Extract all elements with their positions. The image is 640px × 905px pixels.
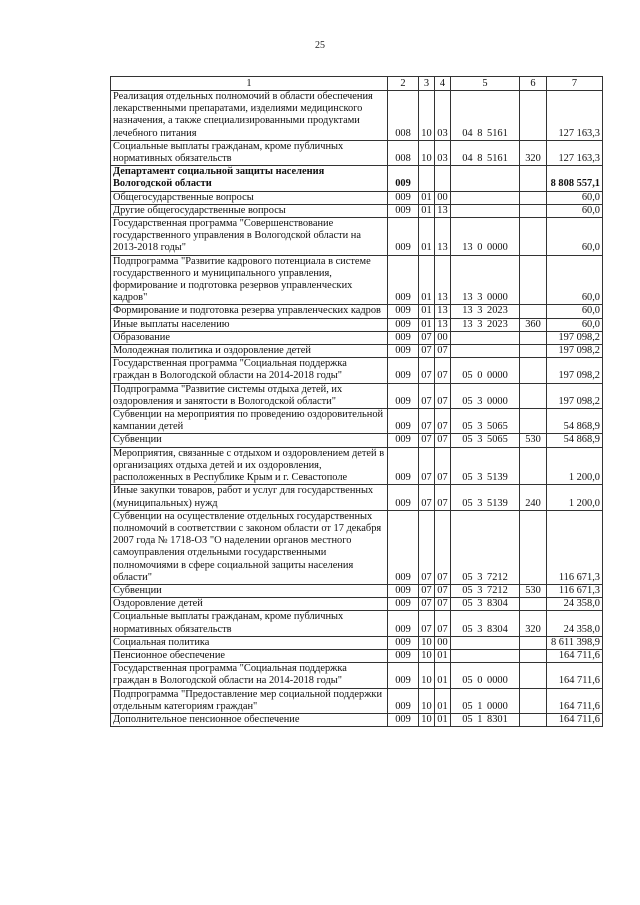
target-article-code-cell bbox=[451, 331, 520, 344]
section-code-cell: 10 bbox=[419, 140, 435, 165]
target-article-code-cell bbox=[451, 345, 520, 358]
amount-cell: 24 358,0 bbox=[547, 598, 603, 611]
table-row bbox=[111, 584, 603, 597]
item-name-cell: Субвенции bbox=[111, 584, 388, 597]
expense-type-code-cell: 240 bbox=[520, 485, 547, 510]
target-article-code-cell: 04 8 5161 bbox=[451, 140, 520, 165]
amount-cell: 127 163,3 bbox=[547, 140, 603, 165]
table-row bbox=[111, 636, 603, 649]
section-code-cell: 07 bbox=[419, 598, 435, 611]
section-code-cell: 10 bbox=[419, 713, 435, 726]
target-article-code-cell: 05 3 5065 bbox=[451, 434, 520, 447]
ministry-code-cell: 009 bbox=[388, 663, 419, 688]
section-code-cell: 01 bbox=[419, 255, 435, 305]
target-article-code-cell bbox=[451, 649, 520, 662]
item-name-cell: Социальные выплаты гражданам, кроме публичных нормативных обязательств bbox=[111, 140, 388, 165]
table-row bbox=[111, 331, 603, 344]
ministry-code-cell: 008 bbox=[388, 91, 419, 141]
subsection-code-cell: 07 bbox=[435, 434, 451, 447]
amount-cell: 164 711,6 bbox=[547, 688, 603, 713]
item-name-cell: Государственная программа "Совершенствование государственного управления в Вологодской области на 2013-2018 годы" bbox=[111, 218, 388, 256]
section-code-cell: 01 bbox=[419, 204, 435, 217]
amount-cell: 116 671,3 bbox=[547, 510, 603, 584]
subsection-code-cell: 01 bbox=[435, 663, 451, 688]
table-body bbox=[111, 91, 603, 727]
table-header bbox=[111, 77, 603, 91]
amount-cell: 127 163,3 bbox=[547, 91, 603, 141]
target-article-code-cell bbox=[451, 166, 520, 191]
item-name-cell: Другие общегосударственные вопросы bbox=[111, 204, 388, 217]
target-article-code-cell: 05 3 8304 bbox=[451, 598, 520, 611]
item-name-cell: Социальные выплаты гражданам, кроме публичных нормативных обязательств bbox=[111, 611, 388, 636]
subsection-code-cell: 01 bbox=[435, 713, 451, 726]
amount-cell: 197 098,2 bbox=[547, 331, 603, 344]
amount-cell: 197 098,2 bbox=[547, 345, 603, 358]
item-name-cell: Подпрограмма "Развитие системы отдыха детей, их оздоровления и занятости в Вологодской области" bbox=[111, 383, 388, 408]
ministry-code-cell: 009 bbox=[388, 636, 419, 649]
amount-cell: 60,0 bbox=[547, 255, 603, 305]
section-code-cell: 07 bbox=[419, 345, 435, 358]
target-article-code-cell: 05 1 8301 bbox=[451, 713, 520, 726]
subsection-code-cell: 13 bbox=[435, 255, 451, 305]
ministry-code-cell: 009 bbox=[388, 434, 419, 447]
amount-cell: 164 711,6 bbox=[547, 713, 603, 726]
section-code-cell bbox=[419, 166, 435, 191]
table-row bbox=[111, 255, 603, 305]
amount-cell: 60,0 bbox=[547, 191, 603, 204]
item-name-cell: Общегосударственные вопросы bbox=[111, 191, 388, 204]
subsection-code-cell bbox=[435, 166, 451, 191]
item-name-cell: Государственная программа "Социальная поддержка граждан в Вологодской области на 2014-2018 годы" bbox=[111, 358, 388, 383]
section-code-cell: 07 bbox=[419, 383, 435, 408]
expense-type-code-cell: 320 bbox=[520, 140, 547, 165]
amount-cell: 164 711,6 bbox=[547, 649, 603, 662]
ministry-code-cell: 009 bbox=[388, 611, 419, 636]
expense-type-code-cell bbox=[520, 166, 547, 191]
amount-cell: 60,0 bbox=[547, 318, 603, 331]
amount-cell: 8 611 398,9 bbox=[547, 636, 603, 649]
ministry-code-cell: 009 bbox=[388, 447, 419, 485]
section-code-cell: 01 bbox=[419, 318, 435, 331]
header-row bbox=[111, 77, 603, 91]
table-row bbox=[111, 485, 603, 510]
item-name-cell: Субвенции bbox=[111, 434, 388, 447]
section-code-cell: 07 bbox=[419, 447, 435, 485]
section-code-cell: 10 bbox=[419, 663, 435, 688]
item-name-cell: Иные выплаты населению bbox=[111, 318, 388, 331]
section-code-cell: 07 bbox=[419, 434, 435, 447]
target-article-code-cell: 05 3 5065 bbox=[451, 409, 520, 434]
table-row bbox=[111, 383, 603, 408]
target-article-code-cell: 05 3 7212 bbox=[451, 510, 520, 584]
table-row bbox=[111, 409, 603, 434]
ministry-code-cell: 009 bbox=[388, 318, 419, 331]
table-row bbox=[111, 166, 603, 191]
expense-type-code-cell bbox=[520, 305, 547, 318]
amount-cell: 60,0 bbox=[547, 218, 603, 256]
item-name-cell: Формирование и подготовка резерва управленческих кадров bbox=[111, 305, 388, 318]
item-name-cell: Субвенции на осуществление отдельных государственных полномочий в соответствии с законом области от 17 декабря 2007 года № 1718-ОЗ "О наделении органов местного самоуправления отдельными государственными полномочиями в сфере социальной защиты населения области" bbox=[111, 510, 388, 584]
expense-type-code-cell bbox=[520, 447, 547, 485]
section-code-cell: 10 bbox=[419, 688, 435, 713]
subsection-code-cell: 07 bbox=[435, 383, 451, 408]
subsection-code-cell: 13 bbox=[435, 218, 451, 256]
item-name-cell: Оздоровление детей bbox=[111, 598, 388, 611]
table-row bbox=[111, 510, 603, 584]
target-article-code-cell: 05 0 0000 bbox=[451, 358, 520, 383]
expense-type-code-cell bbox=[520, 383, 547, 408]
target-article-code-cell: 13 3 2023 bbox=[451, 305, 520, 318]
table-row bbox=[111, 318, 603, 331]
section-code-cell: 07 bbox=[419, 584, 435, 597]
table-row bbox=[111, 649, 603, 662]
ministry-code-cell: 009 bbox=[388, 584, 419, 597]
ministry-code-cell: 009 bbox=[388, 688, 419, 713]
section-code-cell: 07 bbox=[419, 331, 435, 344]
expense-type-code-cell: 320 bbox=[520, 611, 547, 636]
table-row bbox=[111, 305, 603, 318]
amount-cell: 60,0 bbox=[547, 204, 603, 217]
table-row bbox=[111, 204, 603, 217]
amount-cell: 54 868,9 bbox=[547, 409, 603, 434]
ministry-code-cell: 009 bbox=[388, 409, 419, 434]
amount-cell: 60,0 bbox=[547, 305, 603, 318]
ministry-code-cell: 009 bbox=[388, 191, 419, 204]
target-article-code-cell: 05 3 7212 bbox=[451, 584, 520, 597]
subsection-code-cell: 07 bbox=[435, 409, 451, 434]
expense-type-code-cell: 530 bbox=[520, 584, 547, 597]
target-article-code-cell bbox=[451, 636, 520, 649]
column-header: 6 bbox=[520, 77, 547, 91]
expense-type-code-cell bbox=[520, 91, 547, 141]
ministry-code-cell: 009 bbox=[388, 255, 419, 305]
table-row bbox=[111, 191, 603, 204]
section-code-cell: 10 bbox=[419, 649, 435, 662]
amount-cell: 8 808 557,1 bbox=[547, 166, 603, 191]
amount-cell: 1 200,0 bbox=[547, 447, 603, 485]
subsection-code-cell: 13 bbox=[435, 318, 451, 331]
item-name-cell: Иные закупки товаров, работ и услуг для государственных (муниципальных) нужд bbox=[111, 485, 388, 510]
section-code-cell: 07 bbox=[419, 358, 435, 383]
ministry-code-cell: 009 bbox=[388, 510, 419, 584]
table-row bbox=[111, 447, 603, 485]
section-code-cell: 10 bbox=[419, 91, 435, 141]
expense-type-code-cell bbox=[520, 409, 547, 434]
table-row bbox=[111, 434, 603, 447]
item-name-cell: Пенсионное обеспечение bbox=[111, 649, 388, 662]
subsection-code-cell: 07 bbox=[435, 485, 451, 510]
amount-cell: 116 671,3 bbox=[547, 584, 603, 597]
table-row bbox=[111, 663, 603, 688]
section-code-cell: 01 bbox=[419, 305, 435, 318]
subsection-code-cell: 00 bbox=[435, 636, 451, 649]
ministry-code-cell: 009 bbox=[388, 598, 419, 611]
expense-type-code-cell bbox=[520, 636, 547, 649]
amount-cell: 197 098,2 bbox=[547, 358, 603, 383]
expense-type-code-cell: 530 bbox=[520, 434, 547, 447]
subsection-code-cell: 00 bbox=[435, 331, 451, 344]
target-article-code-cell bbox=[451, 191, 520, 204]
target-article-code-cell: 05 3 5139 bbox=[451, 485, 520, 510]
expense-type-code-cell bbox=[520, 649, 547, 662]
expense-type-code-cell bbox=[520, 510, 547, 584]
item-name-cell: Департамент социальной защиты населения Вологодской области bbox=[111, 166, 388, 191]
ministry-code-cell: 009 bbox=[388, 218, 419, 256]
subsection-code-cell: 07 bbox=[435, 345, 451, 358]
expense-type-code-cell bbox=[520, 358, 547, 383]
expense-type-code-cell bbox=[520, 598, 547, 611]
budget-table bbox=[110, 76, 603, 727]
expense-type-code-cell bbox=[520, 688, 547, 713]
table-row bbox=[111, 345, 603, 358]
ministry-code-cell: 009 bbox=[388, 713, 419, 726]
subsection-code-cell: 01 bbox=[435, 649, 451, 662]
table-row bbox=[111, 140, 603, 165]
subsection-code-cell: 01 bbox=[435, 688, 451, 713]
amount-cell: 24 358,0 bbox=[547, 611, 603, 636]
item-name-cell: Социальная политика bbox=[111, 636, 388, 649]
ministry-code-cell: 009 bbox=[388, 305, 419, 318]
amount-cell: 164 711,6 bbox=[547, 663, 603, 688]
subsection-code-cell: 07 bbox=[435, 584, 451, 597]
section-code-cell: 01 bbox=[419, 218, 435, 256]
subsection-code-cell: 13 bbox=[435, 305, 451, 318]
section-code-cell: 07 bbox=[419, 409, 435, 434]
target-article-code-cell: 05 3 0000 bbox=[451, 383, 520, 408]
target-article-code-cell: 04 8 5161 bbox=[451, 91, 520, 141]
section-code-cell: 01 bbox=[419, 191, 435, 204]
subsection-code-cell: 03 bbox=[435, 91, 451, 141]
table-row bbox=[111, 688, 603, 713]
section-code-cell: 07 bbox=[419, 485, 435, 510]
column-header: 7 bbox=[547, 77, 603, 91]
page-number: 25 bbox=[315, 40, 325, 51]
ministry-code-cell: 009 bbox=[388, 383, 419, 408]
table-row bbox=[111, 358, 603, 383]
target-article-code-cell bbox=[451, 204, 520, 217]
subsection-code-cell: 07 bbox=[435, 358, 451, 383]
table-row bbox=[111, 713, 603, 726]
subsection-code-cell: 00 bbox=[435, 191, 451, 204]
amount-cell: 54 868,9 bbox=[547, 434, 603, 447]
expense-type-code-cell bbox=[520, 191, 547, 204]
subsection-code-cell: 07 bbox=[435, 510, 451, 584]
item-name-cell: Дополнительное пенсионное обеспечение bbox=[111, 713, 388, 726]
target-article-code-cell: 13 0 0000 bbox=[451, 218, 520, 256]
item-name-cell: Образование bbox=[111, 331, 388, 344]
target-article-code-cell: 13 3 2023 bbox=[451, 318, 520, 331]
column-header: 3 bbox=[419, 77, 435, 91]
ministry-code-cell: 009 bbox=[388, 485, 419, 510]
expense-type-code-cell bbox=[520, 713, 547, 726]
target-article-code-cell: 05 1 0000 bbox=[451, 688, 520, 713]
item-name-cell: Реализация отдельных полномочий в области обеспечения лекарственными препаратами, изделиями медицинского назначения, а также специализированными продуктами лечебного питания bbox=[111, 91, 388, 141]
expense-type-code-cell bbox=[520, 331, 547, 344]
expense-type-code-cell bbox=[520, 345, 547, 358]
target-article-code-cell: 05 3 8304 bbox=[451, 611, 520, 636]
section-code-cell: 10 bbox=[419, 636, 435, 649]
target-article-code-cell: 05 0 0000 bbox=[451, 663, 520, 688]
item-name-cell: Государственная программа "Социальная поддержка граждан в Вологодской области на 2014-2018 годы" bbox=[111, 663, 388, 688]
section-code-cell: 07 bbox=[419, 611, 435, 636]
item-name-cell: Мероприятия, связанные с отдыхом и оздоровлением детей в организациях отдыха детей и их оздоровления, расположенных в Республике Крым и г. Севастополе bbox=[111, 447, 388, 485]
table-row bbox=[111, 91, 603, 141]
table-row bbox=[111, 611, 603, 636]
subsection-code-cell: 07 bbox=[435, 611, 451, 636]
ministry-code-cell: 009 bbox=[388, 166, 419, 191]
expense-type-code-cell bbox=[520, 255, 547, 305]
ministry-code-cell: 009 bbox=[388, 331, 419, 344]
item-name-cell: Молодежная политика и оздоровление детей bbox=[111, 345, 388, 358]
subsection-code-cell: 03 bbox=[435, 140, 451, 165]
item-name-cell: Субвенции на мероприятия по проведению оздоровительной кампании детей bbox=[111, 409, 388, 434]
column-header: 5 bbox=[451, 77, 520, 91]
column-header: 2 bbox=[388, 77, 419, 91]
expense-type-code-cell: 360 bbox=[520, 318, 547, 331]
subsection-code-cell: 07 bbox=[435, 598, 451, 611]
amount-cell: 1 200,0 bbox=[547, 485, 603, 510]
column-header: 4 bbox=[435, 77, 451, 91]
subsection-code-cell: 13 bbox=[435, 204, 451, 217]
ministry-code-cell: 009 bbox=[388, 345, 419, 358]
ministry-code-cell: 009 bbox=[388, 358, 419, 383]
column-header: 1 bbox=[111, 77, 388, 91]
item-name-cell: Подпрограмма "Развитие кадрового потенциала в системе государственного и муниципального управления, формирование и подготовка резервов управленческих кадров" bbox=[111, 255, 388, 305]
item-name-cell: Подпрограмма "Предоставление мер социальной поддержки отдельным категориям граждан" bbox=[111, 688, 388, 713]
amount-cell: 197 098,2 bbox=[547, 383, 603, 408]
expense-type-code-cell bbox=[520, 204, 547, 217]
expense-type-code-cell bbox=[520, 218, 547, 256]
target-article-code-cell: 13 3 0000 bbox=[451, 255, 520, 305]
ministry-code-cell: 009 bbox=[388, 649, 419, 662]
section-code-cell: 07 bbox=[419, 510, 435, 584]
table-row bbox=[111, 218, 603, 256]
table-row bbox=[111, 598, 603, 611]
ministry-code-cell: 008 bbox=[388, 140, 419, 165]
ministry-code-cell: 009 bbox=[388, 204, 419, 217]
subsection-code-cell: 07 bbox=[435, 447, 451, 485]
expense-type-code-cell bbox=[520, 663, 547, 688]
target-article-code-cell: 05 3 5139 bbox=[451, 447, 520, 485]
